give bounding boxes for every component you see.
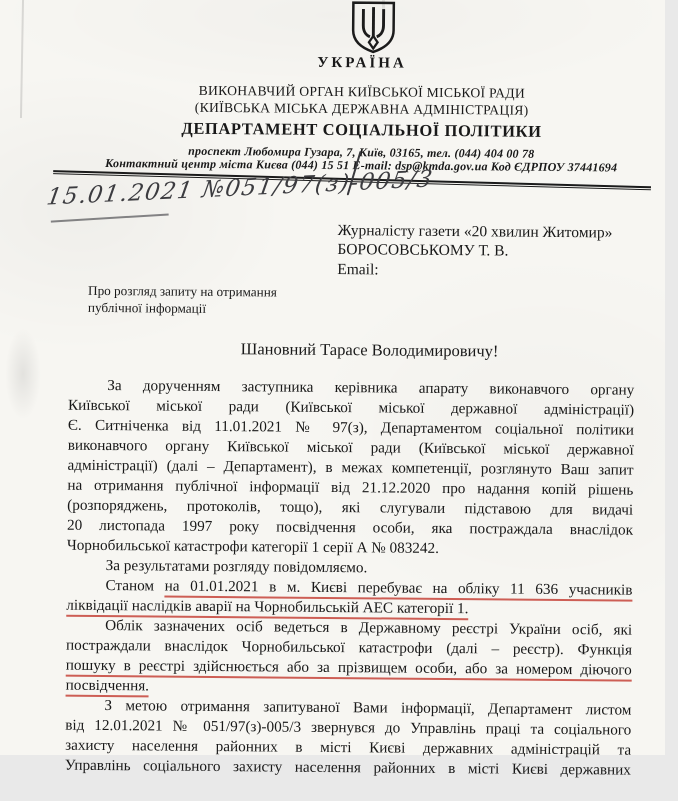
red-underlined-text: пошуку в реєстрі здійснюється або за прізвищем особи, або за номером діючого	[66, 657, 632, 681]
body-line: Управлінь соціального захисту населення районних в місті Києві державних	[64, 756, 632, 779]
body-line: адміністрації) (далі – Департамент), в межах компетенції, розглянуто Ваш запит	[67, 456, 634, 479]
recipient-name: БОРОСОВСЬКОМУ Т. В.	[337, 241, 509, 260]
recipient-block	[337, 221, 612, 282]
country-title: УКРАЇНА	[317, 54, 407, 72]
body-line: Чорнобильської катастрофи категорії 1 серії А № 083242.	[66, 536, 439, 557]
body-line: виконавчого органу Київської міської ради (Київської міської державної	[67, 436, 634, 459]
salutation: Шановний Тарасе Володимировичу!	[240, 339, 499, 361]
handwritten-underline-stroke	[51, 213, 169, 222]
letterhead-address-line: проспект Любомира Гузара, 7, Київ, 03165, тел. (044) 404 00 78	[188, 143, 535, 161]
letter-body	[65, 376, 634, 781]
handwritten-reference-number: 15.01.2021 №051/97(з)-005/3	[44, 166, 436, 211]
body-line: Київської міської ради (Київської міської державної адміністрації)	[68, 396, 635, 419]
body-line: від 12.01.2021 № 051/97(з)-005/3 звернувся до Управлінь праці та соціального	[65, 716, 632, 739]
org-name-line-1: ВИКОНАВЧИЙ ОРГАН КИЇВСЬКОЇ МІСЬКОЇ РАДИ	[198, 82, 526, 101]
recipient-email-label: Email:	[337, 260, 379, 279]
body-line: За дорученням заступника керівника апарату виконавчого органу	[107, 377, 635, 399]
body-line: захисту населення районних в місті Києві державних адміністрацій та	[65, 736, 632, 759]
body-line: За результатами розгляду повідомляємо.	[105, 557, 368, 577]
subject-line-1: Про розгляд запиту на отримання	[88, 282, 277, 300]
body-line: 20 листопада 1997 року посвідчення особи, яка постраждала внаслідок	[66, 516, 634, 539]
subject-line-2: публічної інформації	[87, 299, 207, 316]
body-line: на отримання публічної інформації від 21.12.2020 про надання копій рішень	[67, 476, 634, 499]
red-underlined-text: посвідчення.	[66, 677, 150, 697]
body-line	[66, 656, 632, 681]
subject-block	[88, 282, 277, 318]
department-title: ДЕПАРТАМЕНТ СОЦІАЛЬНОЇ ПОЛІТИКИ	[181, 118, 542, 141]
letterhead-contacts-line: Контактний центр міста Києва (044) 15 51 E-mail: dsp@kmda.gov.ua Код ЄДРПОУ 37441694	[105, 156, 618, 175]
red-underlined-text: на 01.01.2021 в м. Києві перебуває на обліку 11 636 учасників	[165, 578, 633, 602]
body-line: постраждали внаслідок Чорнобильської катастрофи (далі – реєстр). Функція	[65, 636, 633, 659]
org-name-line-2: (КИЇВСЬКА МІСЬКА ДЕРЖАВНА АДМІНІСТРАЦІЯ)	[194, 99, 529, 118]
ukraine-trident-emblem-icon	[344, 1, 402, 54]
body-line: (розпоряджень, протоколів, тощо), які слугували підставою для видачі	[67, 496, 634, 519]
body-line: Облік зазначених осіб ведеться в Державному реєстрі України осіб, які	[105, 617, 633, 639]
recipient-role: Журналісту газети «20 хвилин Житомир»	[337, 222, 613, 242]
body-line: Є. Ситніченка від 11.01.2021 № 97(з), Департаментом соціальної політики	[67, 416, 634, 439]
body-line: З метою отримання запитуваної Вами інформації, Департамент листом	[104, 697, 632, 719]
red-underlined-text: ліквідації наслідків аварії на Чорнобильській АЕС категорії 1.	[66, 597, 468, 620]
body-text: Станом	[105, 577, 165, 595]
